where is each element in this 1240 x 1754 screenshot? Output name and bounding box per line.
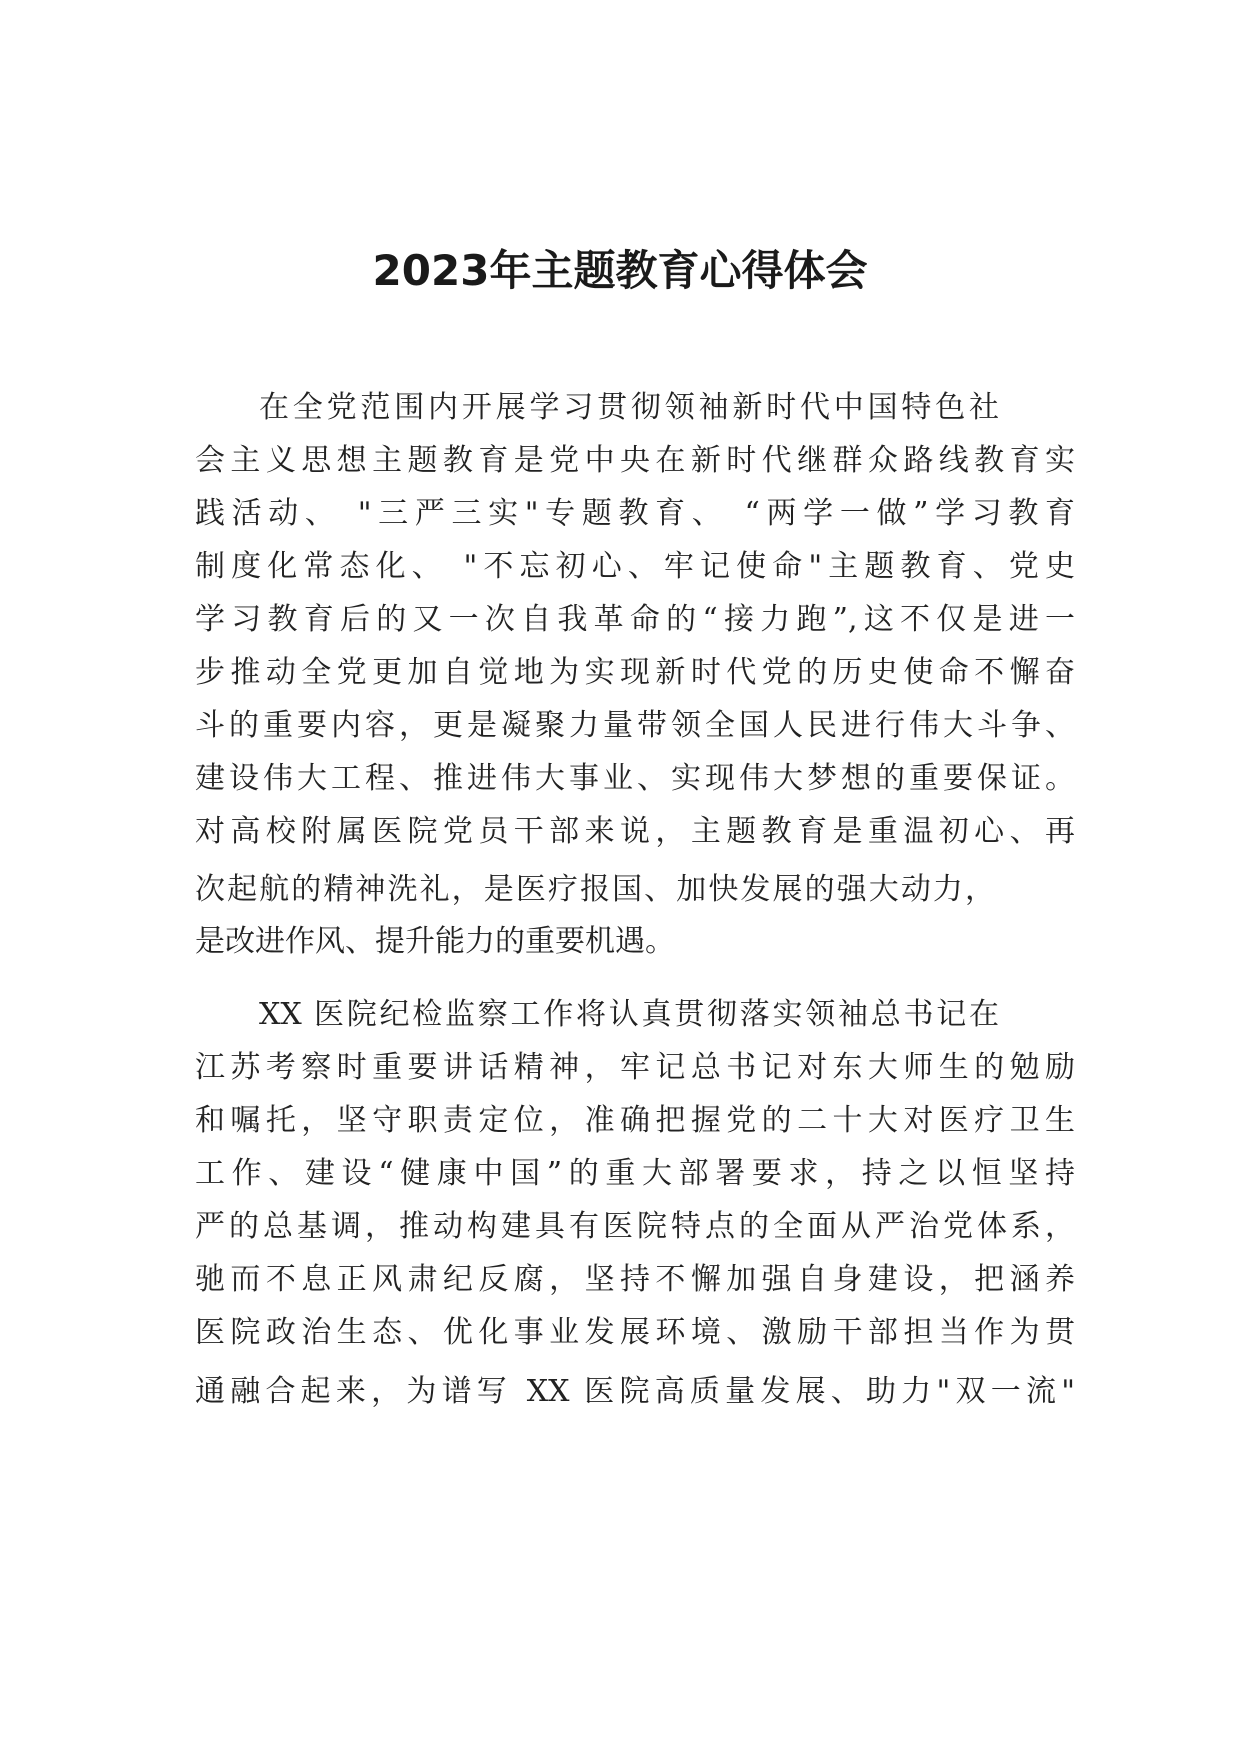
text-line: 会主义思想主题教育是党中央在新时代继群众路线教育实 xyxy=(195,443,1075,478)
text-line: 和嘱托，坚守职责定位，准确把握党的二十大对医疗卫生 xyxy=(195,1103,1075,1138)
text-line: 学习教育后的又一次自我革命的“接力跑”,这不仅是进一 xyxy=(195,602,1075,637)
text-line: 通融合起来，为谱写 XX 医院高质量发展、助力"双一流" xyxy=(195,1374,1075,1409)
text-line: 斗的重要内容，更是凝聚力量带领全国人民进行伟大斗争、 xyxy=(195,708,1075,743)
text-line: 次起航的精神洗礼，是医疗报国、加快发展的强大动力， xyxy=(195,872,995,907)
text-line: 步推动全党更加自觉地为实现新时代党的历史使命不懈奋 xyxy=(195,655,1075,690)
text-line: XX 医院纪检监察工作将认真贯彻落实领袖总书记在 xyxy=(259,997,999,1032)
text-line: 驰而不息正风肃纪反腐，坚持不懈加强自身建设，把涵养 xyxy=(195,1262,1075,1297)
text-line: 严的总基调，推动构建具有医院特点的全面从严治党体系， xyxy=(195,1209,1075,1244)
text-line: 工作、建设“健康中国”的重大部署要求，持之以恒坚持 xyxy=(195,1156,1075,1191)
text-line: 建设伟大工程、推进伟大事业、实现伟大梦想的重要保证。 xyxy=(195,761,1075,796)
text-line: 是改进作风、提升能力的重要机遇。 xyxy=(195,924,675,959)
text-line: 践活动、 "三严三实"专题教育、 “两学一做”学习教育 xyxy=(195,496,1075,531)
text-line: 医院政治生态、优化事业发展环境、激励干部担当作为贯 xyxy=(195,1315,1075,1350)
text-line: 江苏考察时重要讲话精神，牢记总书记对东大师生的勉励 xyxy=(195,1050,1075,1085)
document-title: 2023年主题教育心得体会 xyxy=(372,246,868,295)
text-line: 制度化常态化、 "不忘初心、牢记使命"主题教育、党史 xyxy=(195,549,1075,584)
text-line: 对高校附属医院党员干部来说，主题教育是重温初心、再 xyxy=(195,814,1075,849)
text-line: 在全党范围内开展学习贯彻领袖新时代中国特色社 xyxy=(259,390,999,425)
